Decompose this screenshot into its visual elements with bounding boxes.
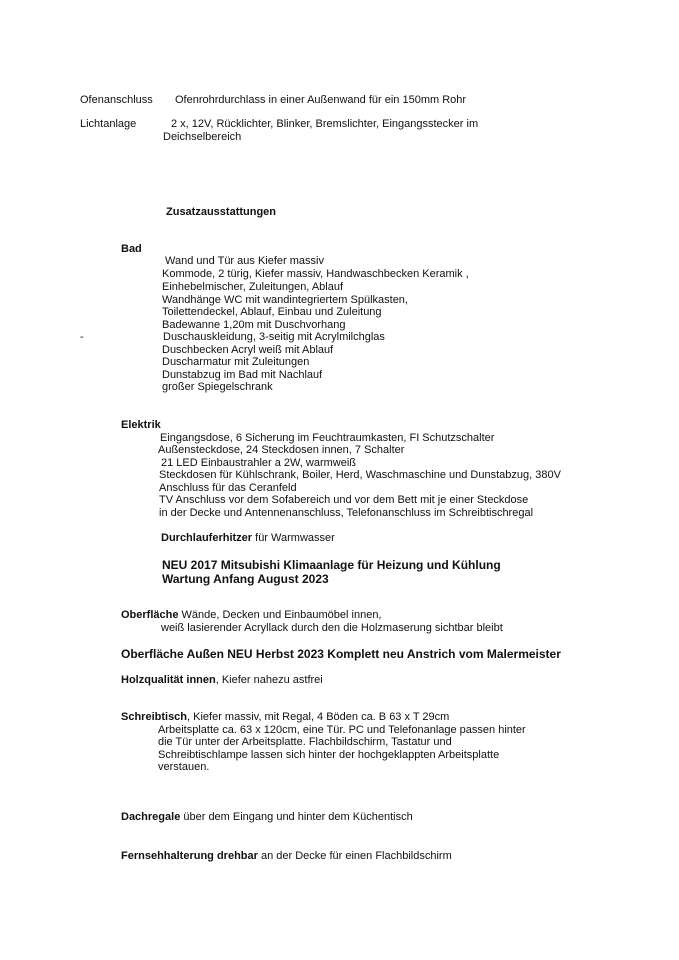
elektrik-line-4: Steckdosen für Kühlschrank, Boiler, Herd, Waschmaschine und Dunstabzug, 380V xyxy=(159,469,561,481)
elektrik-line-2: Außensteckdose, 24 Steckdosen innen, 7 Schalter xyxy=(158,444,405,456)
lichtanlage-label: Lichtanlage xyxy=(80,118,137,130)
schreibtisch-line-1: Arbeitsplatte ca. 63 x 120cm, eine Tür. PC und Telefonanlage passen hinter xyxy=(158,724,526,736)
elektrik-line-1: Eingangsdose, 6 Sicherung im Feuchtraumkasten, FI Schutzschalter xyxy=(160,432,495,444)
schreibtisch-line-4: verstauen. xyxy=(158,761,210,773)
durchlauferhitzer-text: für Warmwasser xyxy=(252,532,335,544)
dachregale-bold: Dachregale xyxy=(121,811,181,823)
ofenanschluss-text: Ofenrohrdurchlass in einer Außenwand für ein 150mm Rohr xyxy=(175,94,467,106)
bad-line-9: Duscharmatur mit Zuleitungen xyxy=(162,356,310,368)
bad-line-6: Badewanne 1,20m mit Duschvorhang xyxy=(162,319,346,331)
bad-line-3: Einhebelmischer, Zuleitungen, Ablauf xyxy=(162,281,344,293)
oberflaeche-line-2: weiß lasierender Acryllack durch den die Holzmaserung sichtbar bleibt xyxy=(161,622,503,634)
bad-line-10: Dunstabzug im Bad mit Nachlauf xyxy=(162,369,323,381)
oberflaeche-bold: Oberfläche xyxy=(121,609,179,621)
holzqualitaet-bold: Holzqualität innen xyxy=(121,674,216,686)
klima-line-1: NEU 2017 Mitsubishi Klimaanlage für Heizung und Kühlung xyxy=(162,558,501,572)
bad-line-7: Duschauskleidung, 3-seitig mit Acrylmilchglas xyxy=(163,331,385,343)
fernsehhalterung-bold: Fernsehhalterung drehbar xyxy=(121,850,258,862)
elektrik-heading: Elektrik xyxy=(121,419,161,431)
oberflaeche-text: Wände, Decken und Einbaumöbel innen, xyxy=(178,609,382,621)
bad-line-8: Duschbecken Acryl weiß mit Ablauf xyxy=(162,344,334,356)
zusatz-heading: Zusatzausstattungen xyxy=(166,206,277,218)
schreibtisch-line-2: die Tür unter der Arbeitsplatte. Flachbildschirm, Tastatur und xyxy=(158,736,452,748)
schreibtisch-text: , Kiefer massiv, mit Regal, 4 Böden ca. B 63 x T 29cm xyxy=(187,711,450,723)
bad-dash: - xyxy=(80,331,84,343)
elektrik-line-3: 21 LED Einbaustrahler a 2W, warmweiß xyxy=(161,457,357,469)
holzqualitaet-text: , Kiefer nahezu astfrei xyxy=(215,674,323,686)
ofenanschluss-label: Ofenanschluss xyxy=(80,94,153,106)
durchlauferhitzer xyxy=(161,532,335,545)
klima-line-2: Wartung Anfang August 2023 xyxy=(162,572,329,586)
bad-line-11: großer Spiegelschrank xyxy=(162,381,273,393)
schreibtisch xyxy=(121,711,449,724)
elektrik-line-5: Anschluss für das Ceranfeld xyxy=(159,482,297,494)
bad-line-4: Wandhänge WC mit wandintegriertem Spülkasten, xyxy=(162,294,408,306)
schreibtisch-bold: Schreibtisch xyxy=(121,711,188,723)
lichtanlage-line-2: Deichselbereich xyxy=(163,131,242,143)
dachregale-text: über dem Eingang und hinter dem Küchentisch xyxy=(180,811,413,823)
oberflaeche xyxy=(121,609,382,622)
oberflaeche-aussen: Oberfläche Außen NEU Herbst 2023 Komplett neu Anstrich vom Malermeister xyxy=(121,647,561,661)
bad-heading: Bad xyxy=(121,243,142,255)
schreibtisch-line-3: Schreibtischlampe lassen sich hinter der hochgeklappten Arbeitsplatte xyxy=(158,749,500,761)
elektrik-line-6: TV Anschluss vor dem Sofabereich und vor dem Bett mit je einer Steckdose xyxy=(159,494,529,506)
fernsehhalterung-text: an der Decke für einen Flachbildschirm xyxy=(257,850,452,862)
bad-line-1: Wand und Tür aus Kiefer massiv xyxy=(165,255,324,267)
holzqualitaet xyxy=(121,674,323,687)
bad-line-5: Toilettendeckel, Ablauf, Einbau und Zuleitung xyxy=(162,306,382,318)
bad-line-2: Kommode, 2 türig, Kiefer massiv, Handwaschbecken Keramik , xyxy=(162,268,469,280)
dachregale xyxy=(121,811,413,824)
durchlauferhitzer-bold: Durchlauferhitzer xyxy=(161,532,253,544)
elektrik-line-7: in der Decke und Antennenanschluss, Telefonanschluss im Schreibtischregal xyxy=(159,507,534,519)
lichtanlage-line-1: 2 x, 12V, Rücklichter, Blinker, Bremslichter, Eingangsstecker im xyxy=(171,118,479,130)
fernsehhalterung xyxy=(121,850,452,863)
